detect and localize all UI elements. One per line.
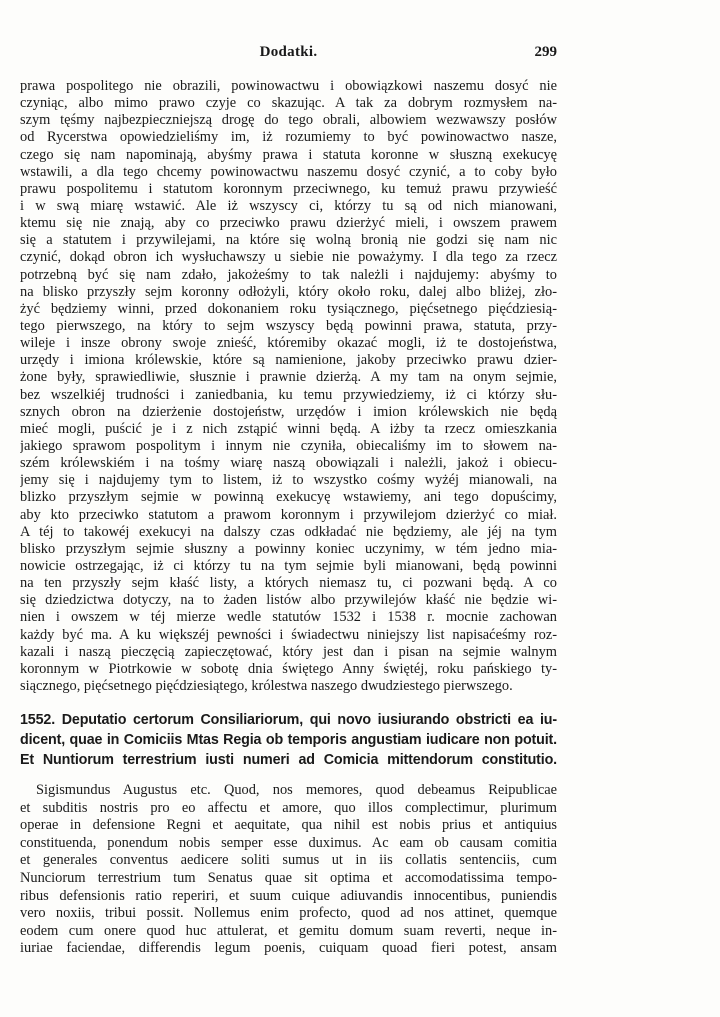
text-line: czego się nam napominają, abyśmy prawa i statuta koronne w słuszną exekucyę <box>20 146 557 163</box>
text-line: ribus defensionis ratio reperiri, et suum cuique adiuvandis innocentibus, puniendis <box>20 887 557 904</box>
text-line: prawu pospolitemu i statutom koronnym przeciwnego, ku temuż prawu przywieść <box>20 180 557 197</box>
running-header <box>20 44 557 66</box>
text-line: i w swą miarę wstawić. Ale iż wszyscy ci, którzy tu są od nich mianowani, <box>20 197 557 214</box>
text-line: na ten przyszły sejm kłaść listy, a których niemasz tu, ci pozwani będą. A co <box>20 575 557 592</box>
text-line: ktemu się nie znają, aby co przeciwko prawu dzierżyć mieli, i owszem prawem <box>20 215 557 232</box>
text-line: bez wszelkiéj trudności i zaniedbania, ku temu przywiedziemy, iż ci którzy słu- <box>20 386 557 403</box>
text-line: od Rycerstwa opowiedzieliśmy im, iż rozumiemy to być powinowactwo nasze, <box>20 129 557 146</box>
text-line: tego pierwszego, na który to sejm wszyscy będą powinni prawa, statuta, przy- <box>20 317 557 334</box>
text-line: wileje i insze obrony swoje znieść, któremiby okazać mogli, iż te dostojeństwa, <box>20 335 557 352</box>
text-line: eodem cum onere quod huc attulerat, et gemitu domum suam reverti, neque in- <box>20 922 557 939</box>
text-line: szym tęśmy najbezpieczniejszą drogę do tego obrali, albowiem wezwawszy posłów <box>20 112 557 129</box>
text-line: Nunciorum terrestrium tum Senatus quae sit optima et accomodatissima tempo- <box>20 869 557 886</box>
text-line: urzędy i imiona królewskie, które są namienione, jakoby przeciwko prawu dzier- <box>20 352 557 369</box>
text-line: potrzebną być się nam zdało, jakożeśmy to tak należli i najdujemy: abyśmy to <box>20 266 557 283</box>
text-line: prawa pospolitego nie obrazili, powinowactwu i obowiązkowi naszemu dosyć nie <box>20 78 557 94</box>
text-line: mieć mogli, puścić je i z nich zstąpić winni będą. A iżby ta rzecz omieszkania <box>20 420 557 437</box>
text-line: żone były, sprawiedliwie, słusznie i prawnie dzierżą. A my tam na onym sejmie, <box>20 369 557 386</box>
text-line: blisko przyszłym sejmie słuszny a powinny koniec uczynimy, w tém jedno mia- <box>20 540 557 557</box>
text-line: jemy się i najdujemy tym to listem, iż to wszystko cośmy wyżéj mianowali, na <box>20 472 557 489</box>
text-line: nien i owszem w téj mierze wedle statutów 1532 i 1538 r. mocnie zachowan <box>20 609 557 626</box>
text-line: 1552. Deputatio certorum Consiliariorum, qui novo iusiurando obstricti ea iu- <box>20 712 557 728</box>
text-line: iuriae faciendae, differendis legum poenis, cuiquam quoad fieri potest, ansam <box>20 940 557 957</box>
text-line: A téj to takowéj exekucyi na dalszy czas odkładać nie będziemy, ale jéj na tym <box>20 523 557 540</box>
text-line: Et Nuntiorum terrestrium iusti numeri ad Comicia mittendorum constitutio. <box>20 751 557 768</box>
text-line: et generales conventus aedicere soliti sumus ut in iis collatis sentenciis, cum <box>20 852 557 869</box>
text-line: czynić, dokąd obron ich wysłuchawszy u siebie nie poważymy. I dla tego za rzecz <box>20 249 557 266</box>
text-line: czyniąc, albo mimo prawo czyje co skazując. A tak za dobrym rozmysłem na- <box>20 95 557 112</box>
text-line: vero noxiis, tribui possit. Nollemus enim profecto, quod ad nos attinet, quemque <box>20 905 557 922</box>
text-line: siącznego, pięćsetnego pięćdziesiątego, królestwa naszego dwudziestego pierwszego. <box>20 677 513 694</box>
header-title: Dodatki. <box>259 44 318 60</box>
text-line: kazali i naszą pieczęcią zapieczętować, który jest dan i pisan na sejmie walnym <box>20 643 557 660</box>
text-line: Sigismundus Augustus etc. Quod, nos memores, quod debeamus Reipublicae <box>36 782 557 798</box>
text-line: każdy być ma. A ku większéj pewności i świadectwu niniejszy list napisaćeśmy roz- <box>20 626 557 643</box>
text-line: koronnym w Piotrkowie w sobotę dnia świętego Anny świętéj, roku pańskiego ty- <box>20 660 557 677</box>
text-line: nowicie ostrzegając, iż ci którzy tu na tym sejmie byli mianowani, będą powinni <box>20 557 557 574</box>
section-heading <box>20 711 557 770</box>
text-line: aby kto przeciwko statutom a prawom koronnym i przywilejom dzierżyć co miał. <box>20 506 557 523</box>
text-line: się dziedzictwa dotyczy, na to żaden listów albo przywilejów kłaść nie będzie wi- <box>20 592 557 609</box>
latin-paragraph <box>20 782 557 958</box>
polish-paragraph <box>20 78 557 695</box>
text-line: jakiego sprawom pospolitym i innym nie czyniła, obiecaliśmy im to słowem na- <box>20 437 557 454</box>
text-line: constituenda, ponendum nobis semper esse duximus. Ac eam ob causam comitia <box>20 834 557 851</box>
text-line: żyć będziemy winni, przed dokonaniem roku tysiącznego, pięćsetnego pięćdziesią- <box>20 300 557 317</box>
text-line: operae in defensione Regni et aequitate, qua nihil est nobis prius et antiquius <box>20 817 557 834</box>
page-number: 299 <box>534 44 557 60</box>
text-line: blizko przyszłym sejmie w powinną exekucyę wstawiemy, ani tego dopuścimy, <box>20 489 557 506</box>
text-line: dicent, quae in Comiciis Mtas Regia ob temporis angustiam iudicare non potuit. <box>20 731 557 748</box>
text-line: na blisko przyszły sejm koronny odłożyli, który około roku, dalej albo bliżej, zło- <box>20 283 557 300</box>
text-line: sznych obron na dzierżenie dostojeństw, urzędów i imion królewskich nie będą <box>20 403 557 420</box>
text-line: szém królewskiém i na tośmy wiarę naszą obowiązali i należli, jakoż i obiecu- <box>20 455 557 472</box>
text-line: et subditis nostris pro eo affectu et amore, quo illos complectimur, plurimum <box>20 799 557 816</box>
text-line: wstawili, a dla tego chcemy powinowactwu naszemu dosyć czynić, a to coby było <box>20 163 557 180</box>
text-line: się a statutem i przywilejami, na które się wolną bronią nie godzi się nam nic <box>20 232 557 249</box>
